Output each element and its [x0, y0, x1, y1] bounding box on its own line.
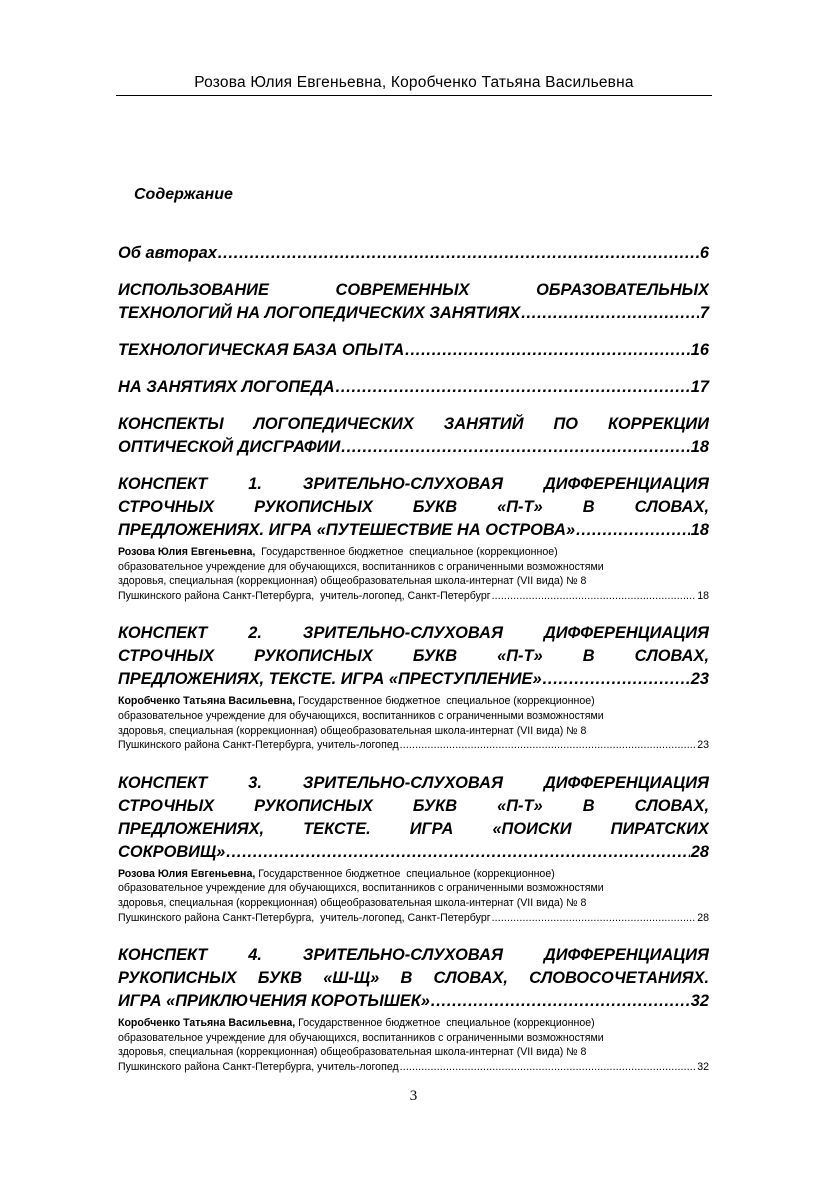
toc-heading-text: ПРЕДЛОЖЕНИЯХ. ИГРА «ПУТЕШЕСТВИЕ НА ОСТРОВА»	[118, 521, 576, 539]
author-info-line	[118, 738, 709, 753]
toc-entry[interactable]	[118, 279, 709, 325]
toc-entry-heading	[118, 473, 709, 542]
dot-leader	[336, 376, 690, 399]
toc-entry[interactable]	[118, 622, 709, 752]
header-divider	[116, 95, 712, 96]
dot-leader	[405, 339, 690, 362]
dot-leader	[521, 302, 699, 325]
author-info-text: Пушкинского района Санкт-Петербурга, учитель-логопед	[118, 1060, 399, 1073]
toc-entry-heading	[118, 242, 709, 265]
toc-title: Содержание	[134, 186, 233, 203]
author-info-text: Пушкинского района Санкт-Петербурга, учитель-логопед, Санкт-Петербург	[118, 911, 491, 924]
dot-leader	[492, 911, 697, 926]
author-name: Коробченко Татьяна Васильевна,	[118, 1017, 296, 1030]
author-info-line: здоровья, специальная (коррекционная) общеобразовательная школа-интернат (VII вида) № 8	[118, 724, 587, 737]
toc-entry[interactable]	[118, 772, 709, 925]
dot-leader	[400, 1060, 697, 1075]
author-info-line	[118, 867, 709, 882]
author-info-page-number: 18	[697, 589, 709, 602]
toc-page-number: 18	[690, 521, 709, 539]
toc-heading-line: ПРЕДЛОЖЕНИЯХ, ТЕКСТЕ. ИГРА «ПОИСКИ ПИРАТСКИХ	[118, 819, 709, 838]
author-info-page-number: 23	[697, 739, 709, 752]
toc-entry-heading	[118, 622, 709, 691]
author-name: Коробченко Татьяна Васильевна,	[118, 695, 296, 708]
author-info-line: здоровья, специальная (коррекционная) общеобразовательная школа-интернат (VII вида) № 8	[118, 575, 587, 588]
author-info-text: Пушкинского района Санкт-Петербурга, учитель-логопед, Санкт-Петербург	[118, 589, 491, 602]
toc-page-number: 6	[699, 244, 709, 262]
toc-heading-line: СТРОЧНЫХ РУКОПИСНЫХ БУКВ «П-Т» В СЛОВАХ,	[118, 498, 709, 516]
author-info-page-number: 28	[697, 911, 709, 924]
toc-page-number: 23	[690, 670, 709, 689]
toc-heading-text: СОКРОВИЩ»	[118, 842, 226, 861]
toc-heading-text: ИГРА «ПРИКЛЮЧЕНИЯ КОРОТЫШЕК»	[118, 992, 430, 1011]
dot-leader	[226, 841, 689, 864]
toc-heading-text: ТЕХНОЛОГИЧЕСКАЯ БАЗА ОПЫТА	[118, 341, 405, 359]
dot-leader	[341, 436, 690, 459]
toc-heading-line	[118, 519, 709, 542]
author-info-line	[118, 589, 709, 604]
author-info-line: образовательное учреждение для обучающихся, воспитанников с ограниченными возможностями	[118, 560, 604, 573]
toc-heading-line	[118, 242, 709, 265]
toc-entry[interactable]	[118, 473, 709, 603]
toc-entry-heading	[118, 944, 709, 1013]
toc-page-number: 28	[690, 842, 709, 861]
toc-heading-line	[118, 436, 709, 459]
author-affiliation: Государственное бюджетное специальное (коррекционное)	[295, 1017, 595, 1030]
toc-entry[interactable]	[118, 944, 709, 1074]
toc-heading-line: КОНСПЕКТ 3. ЗРИТЕЛЬНО-СЛУХОВАЯ ДИФФЕРЕНЦИАЦИЯ	[118, 773, 709, 792]
author-info-line: здоровья, специальная (коррекционная) общеобразовательная школа-интернат (VII вида) № 8	[118, 1046, 587, 1059]
author-info-line	[118, 911, 709, 926]
toc-entry-heading	[118, 339, 709, 362]
toc-heading-text: ОПТИЧЕСКОЙ ДИСГРАФИИ	[118, 438, 341, 456]
toc-entry-author-info	[118, 1016, 709, 1074]
toc-entry-heading	[118, 376, 709, 399]
toc-heading-text: ПРЕДЛОЖЕНИЯХ, ТЕКСТЕ. ИГРА «ПРЕСТУПЛЕНИЕ»	[118, 670, 542, 689]
author-info-page-number: 32	[697, 1060, 709, 1073]
toc-heading-line: ИСПОЛЬЗОВАНИЕ СОВРЕМЕННЫХ ОБРАЗОВАТЕЛЬНЫХ	[118, 281, 709, 299]
toc-heading-line: КОНСПЕКТ 1. ЗРИТЕЛЬНО-СЛУХОВАЯ ДИФФЕРЕНЦИАЦИЯ	[118, 475, 709, 493]
page-number: 3	[409, 1088, 418, 1104]
toc-page-number: 7	[699, 304, 709, 322]
toc-entry[interactable]	[118, 376, 709, 399]
running-header: Розова Юлия Евгеньевна, Коробченко Татьяна Васильевна	[194, 74, 634, 91]
dot-leader	[543, 668, 690, 691]
author-info-line: образовательное учреждение для обучающихся, воспитанников с ограниченными возможностями	[118, 882, 604, 895]
toc-heading-line: СТРОЧНЫХ РУКОПИСНЫХ БУКВ «П-Т» В СЛОВАХ,	[118, 647, 709, 666]
toc-heading-line: КОНСПЕКТЫ ЛОГОПЕДИЧЕСКИХ ЗАНЯТИЙ ПО КОРРЕКЦИИ	[118, 415, 709, 433]
toc-heading-line: РУКОПИСНЫХ БУКВ «Ш-Щ» В СЛОВАХ, СЛОВОСОЧЕТАНИЯХ.	[118, 969, 709, 988]
toc-heading-line	[118, 990, 709, 1013]
author-info-line	[118, 1060, 709, 1075]
toc-heading-line	[118, 339, 709, 362]
toc-heading-line	[118, 668, 709, 691]
dot-leader	[431, 990, 690, 1013]
toc-entry-heading	[118, 279, 709, 325]
toc-page-number: 32	[690, 992, 709, 1011]
toc-entry[interactable]	[118, 413, 709, 459]
toc-entry-heading	[118, 772, 709, 864]
author-affiliation: Государственное бюджетное специальное (коррекционное)	[255, 867, 555, 880]
author-affiliation: Государственное бюджетное специальное (коррекционное)	[295, 695, 595, 708]
toc-heading-text: ТЕХНОЛОГИЙ НА ЛОГОПЕДИЧЕСКИХ ЗАНЯТИЯХ	[118, 304, 521, 322]
author-name: Розова Юлия Евгеньевна,	[118, 546, 256, 558]
toc-page-number: 16	[690, 341, 709, 359]
toc-heading-line: КОНСПЕКТ 2. ЗРИТЕЛЬНО-СЛУХОВАЯ ДИФФЕРЕНЦИАЦИЯ	[118, 624, 709, 643]
toc-page-number: 18	[690, 438, 709, 456]
toc-heading-line: КОНСПЕКТ 4. ЗРИТЕЛЬНО-СЛУХОВАЯ ДИФФЕРЕНЦИАЦИЯ	[118, 946, 709, 965]
author-info-line: образовательное учреждение для обучающихся, воспитанников с ограниченными возможностями	[118, 709, 604, 722]
dot-leader	[576, 519, 690, 542]
author-info-line	[118, 1016, 709, 1031]
author-info-line	[118, 694, 709, 709]
dot-leader	[400, 738, 697, 753]
author-info-text: Пушкинского района Санкт-Петербурга, учитель-логопед	[118, 739, 399, 752]
author-name: Розова Юлия Евгеньевна,	[118, 867, 256, 880]
toc-heading-line: СТРОЧНЫХ РУКОПИСНЫХ БУКВ «П-Т» В СЛОВАХ,	[118, 796, 709, 815]
author-affiliation: Государственное бюджетное специальное (коррекционное)	[255, 546, 558, 558]
toc-entry-heading	[118, 413, 709, 459]
toc-page-number: 17	[690, 378, 709, 396]
dot-leader	[218, 242, 699, 265]
toc-entry-author-info	[118, 545, 709, 603]
toc-heading-line	[118, 376, 709, 399]
toc-heading-line	[118, 302, 709, 325]
toc-entry-author-info	[118, 867, 709, 925]
author-info-line	[118, 545, 709, 560]
toc-entry[interactable]	[118, 339, 709, 362]
toc-heading-line	[118, 841, 709, 864]
table-of-contents	[118, 242, 709, 1094]
toc-entry[interactable]	[118, 242, 709, 265]
toc-entry-author-info	[118, 694, 709, 752]
toc-heading-text: НА ЗАНЯТИЯХ ЛОГОПЕДА	[118, 378, 335, 396]
toc-heading-text: Об авторах	[118, 244, 217, 262]
author-info-line: образовательное учреждение для обучающихся, воспитанников с ограниченными возможностями	[118, 1031, 604, 1044]
author-info-line: здоровья, специальная (коррекционная) общеобразовательная школа-интернат (VII вида) № 8	[118, 896, 587, 909]
dot-leader	[492, 589, 697, 604]
